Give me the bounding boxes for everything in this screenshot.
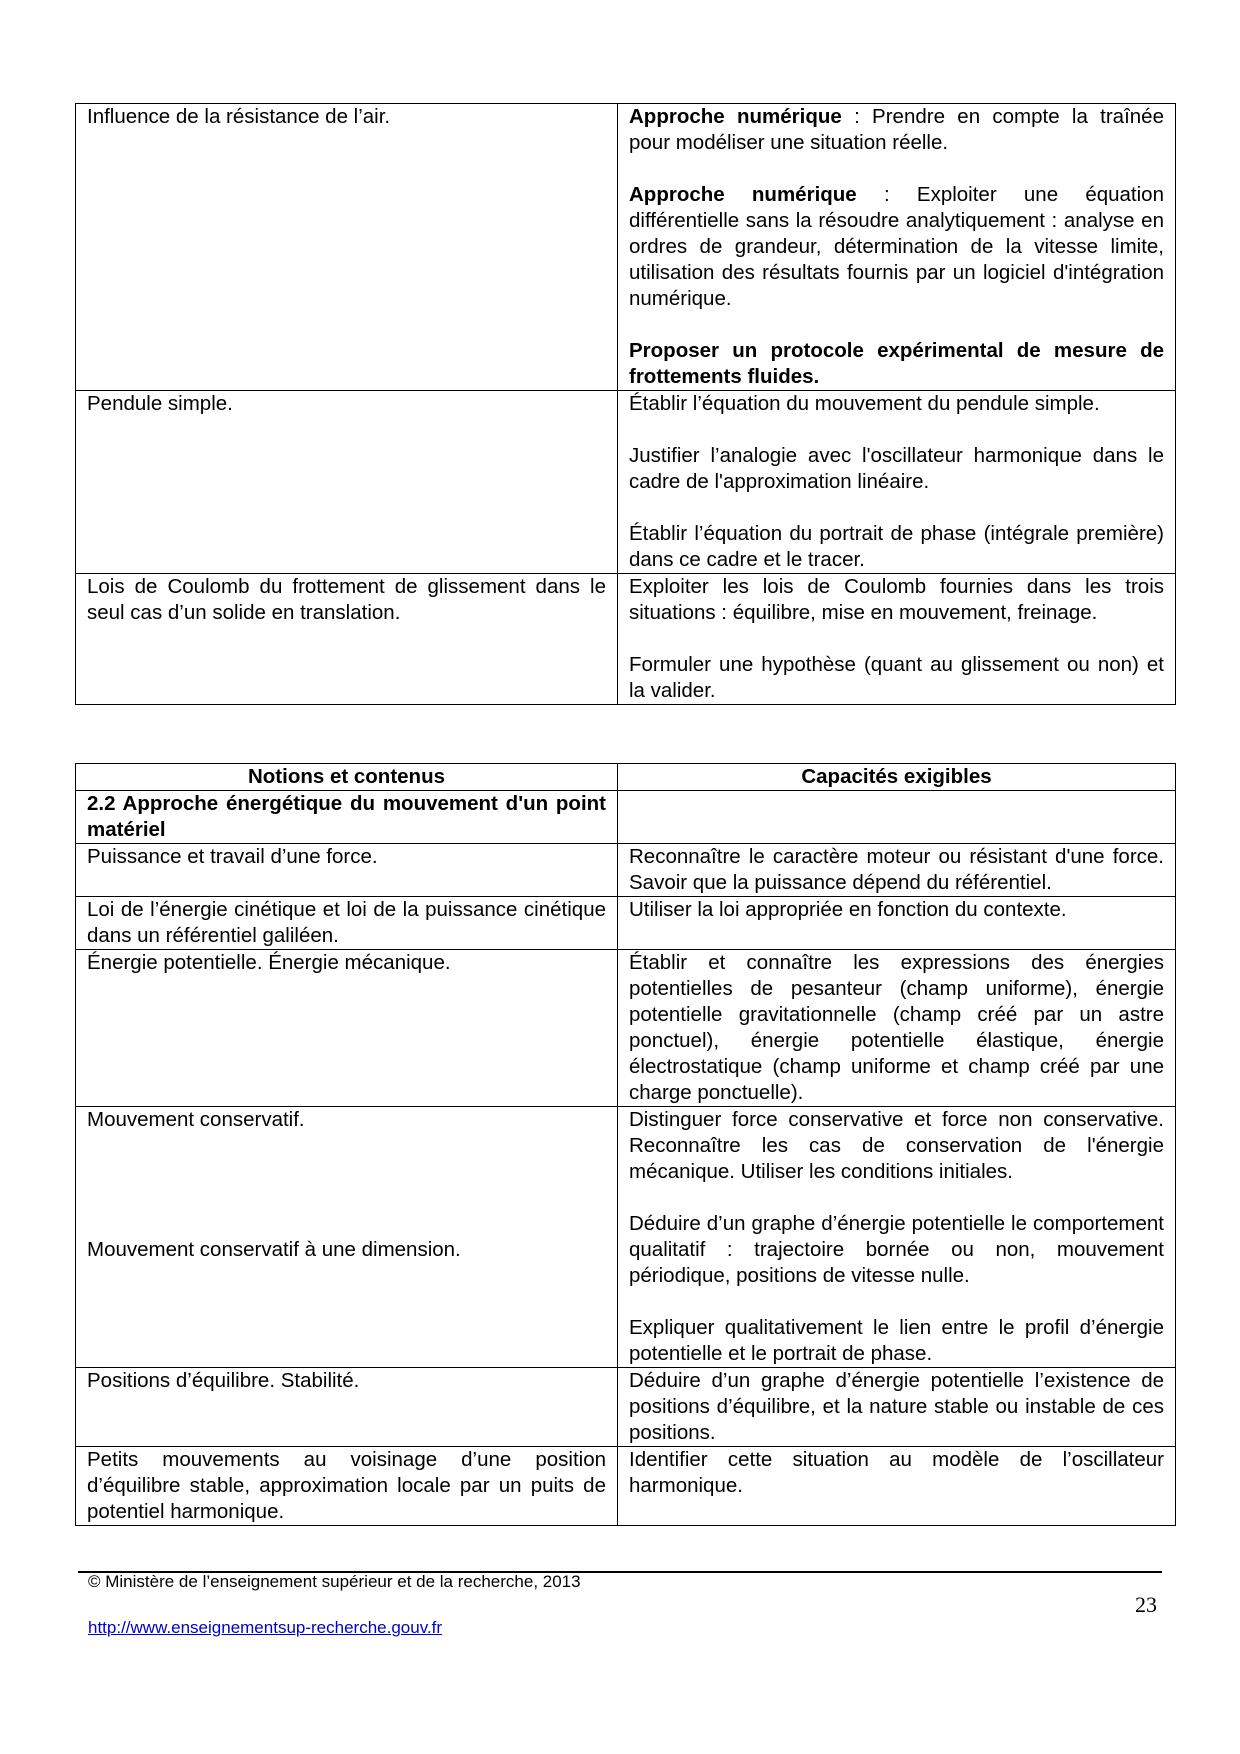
capacity-item: Approche numérique : Prendre en compte la traînée pour modéliser une situation réelle. xyxy=(629,105,1164,154)
capacity-item: Expliquer qualitativement le lien entre le profil d’énergie potentielle et le portrait de phase. xyxy=(629,1316,1164,1365)
capacity-item: Justifier l’analogie avec l'oscillateur harmonique dans le cadre de l'approximation linéaire. xyxy=(629,444,1164,493)
table-header-row xyxy=(76,764,1176,791)
notion-cell: Énergie potentielle. Énergie mécanique. xyxy=(76,950,618,1107)
notion-cell: Positions d’équilibre. Stabilité. xyxy=(76,1368,618,1447)
footer-link[interactable]: http://www.enseignementsup-recherche.gouv.fr xyxy=(88,1618,443,1637)
notion-cell: Lois de Coulomb du frottement de glissement dans le seul cas d’un solide en translation. xyxy=(76,574,618,705)
table-row xyxy=(76,1447,1176,1526)
capacity-item: Établir l’équation du mouvement du pendule simple. xyxy=(629,392,1100,415)
header-notions: Notions et contenus xyxy=(76,764,618,791)
capacity-cell xyxy=(618,1107,1176,1368)
section-row xyxy=(76,791,1176,844)
capacity-cell xyxy=(618,844,1176,897)
capacity-item: Utiliser la loi appropriée en fonction du contexte. xyxy=(629,898,1067,921)
capacity-item: Exploiter les lois de Coulomb fournies dans les trois situations : équilibre, mise en mouvement, freinage. xyxy=(629,575,1164,624)
table-row xyxy=(76,1107,1176,1368)
empty-cell xyxy=(618,791,1176,844)
program-table-energy xyxy=(75,763,1176,1526)
capacity-cell xyxy=(618,1447,1176,1526)
notion-cell: Pendule simple. xyxy=(76,391,618,574)
capacity-item: Établir et connaître les expressions des énergies potentielles de pesanteur (champ uniforme), énergie potentielle gravitationnelle (champ créé par un astre ponctuel), énergie potentielle élastique, énergie électrostatique (champ uniforme et champ créé par une charge ponctuelle). xyxy=(629,951,1164,1104)
notion-cell: Puissance et travail d’une force. xyxy=(76,844,618,897)
capacity-cell xyxy=(618,574,1176,705)
program-table-continued xyxy=(75,103,1176,705)
capacity-cell xyxy=(618,950,1176,1107)
capacity-cell xyxy=(618,391,1176,574)
table-row xyxy=(76,104,1176,391)
capacity-item: Déduire d’un graphe d’énergie potentielle l’existence de positions d’équilibre, et la nature stable ou instable de ces positions. xyxy=(629,1369,1164,1444)
notion-cell: Loi de l’énergie cinétique et loi de la puissance cinétique dans un référentiel galiléen. xyxy=(76,897,618,950)
table-row xyxy=(76,844,1176,897)
footer-copyright: © Ministère de l’enseignement supérieur et de la recherche, 2013 xyxy=(88,1572,581,1591)
section-title: 2.2 Approche énergétique du mouvement d'un point matériel xyxy=(76,791,618,844)
capacity-item: Approche numérique : Exploiter une équation différentielle sans la résoudre analytiquement : analyse en ordres de grandeur, détermination de la vitesse limite, utilisation des résultats fournis par un logiciel d'intégration numérique. xyxy=(629,183,1164,310)
capacity-cell xyxy=(618,897,1176,950)
capacity-cell xyxy=(618,1368,1176,1447)
page-number: 23 xyxy=(1135,1592,1157,1617)
notion-cell: Petits mouvements au voisinage d’une position d’équilibre stable, approximation locale par un puits de potentiel harmonique. xyxy=(76,1447,618,1526)
table-row xyxy=(76,574,1176,705)
capacity-item: Identifier cette situation au modèle de l’oscillateur harmonique. xyxy=(629,1448,1164,1497)
table-row xyxy=(76,1368,1176,1447)
notion-cell: Mouvement conservatif. Mouvement conservatif à une dimension. xyxy=(76,1107,618,1368)
capacity-item: Déduire d’un graphe d’énergie potentielle le comportement qualitatif : trajectoire bornée ou non, mouvement périodique, positions de vitesse nulle. xyxy=(629,1212,1164,1287)
capacity-cell xyxy=(618,104,1176,391)
capacity-item: Proposer un protocole expérimental de mesure de frottements fluides. xyxy=(629,339,1164,388)
notion-cell: Influence de la résistance de l’air. xyxy=(76,104,618,391)
table-row xyxy=(76,391,1176,574)
capacity-item: Reconnaître le caractère moteur ou résistant d'une force. Savoir que la puissance dépend du référentiel. xyxy=(629,845,1164,894)
table-row xyxy=(76,950,1176,1107)
capacity-item: Formuler une hypothèse (quant au glissement ou non) et la valider. xyxy=(629,653,1164,702)
table-row xyxy=(76,897,1176,950)
capacity-item: Établir l’équation du portrait de phase (intégrale première) dans ce cadre et le tracer. xyxy=(629,522,1164,571)
header-capacites: Capacités exigibles xyxy=(618,764,1176,791)
capacity-item: Distinguer force conservative et force non conservative. Reconnaître les cas de conservation de l'énergie mécanique. Utiliser les conditions initiales. xyxy=(629,1108,1164,1183)
